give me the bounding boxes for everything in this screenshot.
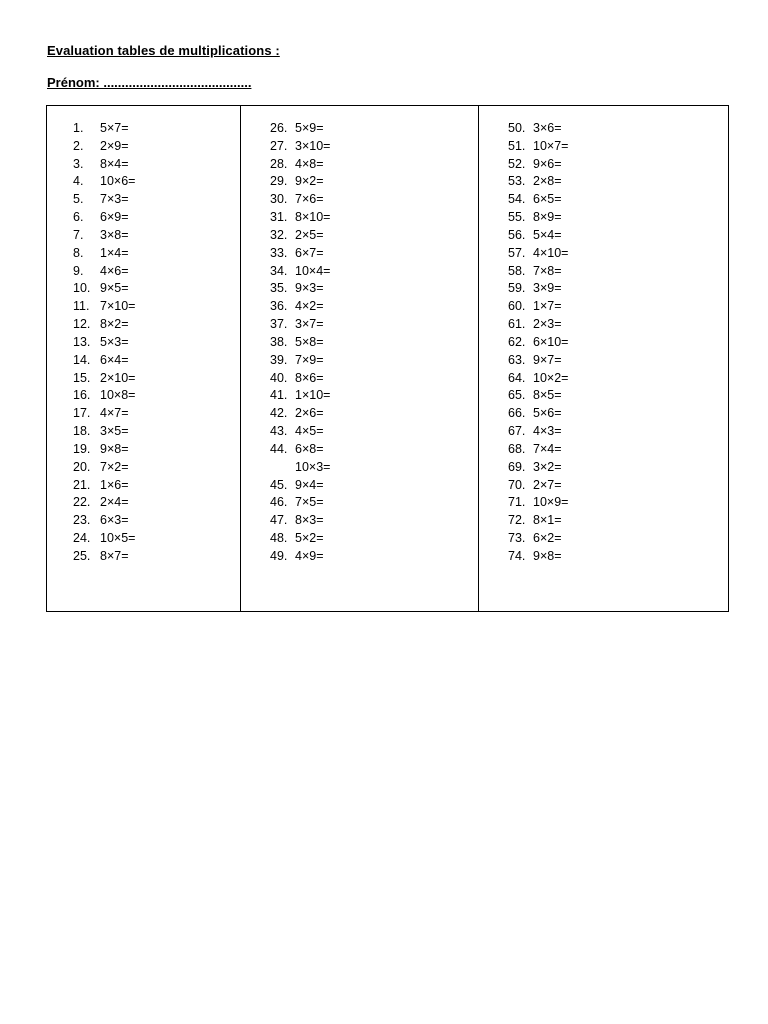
exercise-expression: 3×2= <box>533 459 562 474</box>
exercise-item <box>508 209 568 227</box>
exercise-item <box>270 138 330 156</box>
exercise-item <box>508 263 568 281</box>
exercise-item <box>270 548 330 566</box>
exercise-number: 43. <box>270 424 288 439</box>
exercise-number: 20. <box>73 459 91 474</box>
exercise-number: 71. <box>508 495 526 510</box>
exercise-column-2 <box>270 120 330 566</box>
exercise-item <box>270 352 330 370</box>
exercise-item <box>73 548 135 566</box>
exercise-expression: 4×7= <box>100 406 129 421</box>
exercise-expression: 8×7= <box>100 548 129 563</box>
exercise-number: 62. <box>508 334 526 349</box>
exercise-expression: 6×7= <box>295 245 324 260</box>
exercise-item <box>73 441 135 459</box>
exercise-expression: 7×9= <box>295 352 324 367</box>
column-divider <box>240 106 241 611</box>
exercise-number: 2. <box>73 138 84 153</box>
exercise-number: 66. <box>508 406 526 421</box>
exercise-expression: 10×9= <box>533 495 569 510</box>
exercise-expression: 8×1= <box>533 513 562 528</box>
exercise-expression: 7×5= <box>295 495 324 510</box>
exercise-item <box>73 316 135 334</box>
exercise-number: 37. <box>270 317 288 332</box>
exercise-item <box>73 156 135 174</box>
exercise-item <box>508 316 568 334</box>
exercise-item <box>508 191 568 209</box>
page-title: Evaluation tables de multiplications : <box>47 43 280 58</box>
exercise-expression: 4×9= <box>295 548 324 563</box>
exercise-number: 47. <box>270 513 288 528</box>
exercise-item <box>508 334 568 352</box>
exercise-expression: 9×6= <box>533 156 562 171</box>
exercise-number: 12. <box>73 317 91 332</box>
exercise-number: 42. <box>270 406 288 421</box>
exercise-item <box>73 387 135 405</box>
exercise-item <box>73 298 135 316</box>
exercise-expression: 2×3= <box>533 317 562 332</box>
exercise-item <box>270 209 330 227</box>
exercise-item <box>270 530 330 548</box>
exercise-expression: 6×9= <box>100 210 129 225</box>
exercise-expression: 10×5= <box>100 531 136 546</box>
exercise-number: 1. <box>73 121 84 135</box>
exercise-expression: 4×5= <box>295 424 324 439</box>
exercise-expression: 5×3= <box>100 334 129 349</box>
exercise-item <box>508 441 568 459</box>
exercise-expression: 4×6= <box>100 263 129 278</box>
exercise-expression: 2×9= <box>100 138 129 153</box>
name-field-label: Prénom: ......................................... <box>47 75 252 90</box>
exercise-expression: 7×3= <box>100 192 129 207</box>
exercise-item <box>73 173 135 191</box>
exercise-expression: 7×4= <box>533 441 562 456</box>
exercise-item <box>73 494 135 512</box>
exercise-number: 14. <box>73 352 91 367</box>
exercise-number: 67. <box>508 424 526 439</box>
exercise-expression: 10×8= <box>100 388 136 403</box>
exercise-expression: 9×2= <box>295 174 324 189</box>
exercise-number: 56. <box>508 227 526 242</box>
exercise-number: 36. <box>270 299 288 314</box>
exercise-expression: 10×6= <box>100 174 136 189</box>
exercise-number: 7. <box>73 227 84 242</box>
exercise-column-3 <box>508 120 568 566</box>
exercise-number: 41. <box>270 388 288 403</box>
exercise-expression: 5×4= <box>533 227 562 242</box>
exercise-number: 63. <box>508 352 526 367</box>
exercise-number: 26. <box>270 121 288 135</box>
exercise-expression: 9×5= <box>100 281 129 296</box>
exercise-item <box>73 245 135 263</box>
exercise-number: 19. <box>73 441 91 456</box>
exercise-expression: 10×4= <box>295 263 331 278</box>
exercise-item <box>270 120 330 138</box>
exercise-number <box>270 459 295 477</box>
exercise-item <box>73 530 135 548</box>
exercise-number: 59. <box>508 281 526 296</box>
exercise-expression: 8×2= <box>100 317 129 332</box>
exercise-item <box>270 423 330 441</box>
exercise-item <box>508 156 568 174</box>
exercise-expression: 7×10= <box>100 299 136 314</box>
exercise-expression: 3×7= <box>295 317 324 332</box>
exercise-expression: 10×7= <box>533 138 569 153</box>
exercise-number: 22. <box>73 495 91 510</box>
exercise-item <box>73 405 135 423</box>
exercise-item <box>270 370 330 388</box>
exercise-item <box>73 280 135 298</box>
exercise-number: 23. <box>73 513 91 528</box>
exercise-number: 21. <box>73 477 91 492</box>
exercise-expression: 3×10= <box>295 138 331 153</box>
exercise-expression: 6×8= <box>295 441 324 456</box>
exercise-number: 13. <box>73 334 91 349</box>
exercise-number: 44. <box>270 441 288 456</box>
exercise-number: 4. <box>73 174 84 189</box>
exercise-expression: 1×10= <box>295 388 331 403</box>
exercise-item <box>73 138 135 156</box>
exercise-number: 33. <box>270 245 288 260</box>
exercise-expression: 8×6= <box>295 370 324 385</box>
exercise-item <box>508 120 568 138</box>
exercise-number: 16. <box>73 388 91 403</box>
exercise-number: 68. <box>508 441 526 456</box>
exercise-item <box>270 173 330 191</box>
exercise-item <box>508 405 568 423</box>
exercise-item <box>73 209 135 227</box>
exercise-item <box>508 298 568 316</box>
exercise-expression: 6×3= <box>100 513 129 528</box>
exercise-item <box>270 512 330 530</box>
exercise-number: 74. <box>508 548 526 563</box>
exercise-item <box>270 334 330 352</box>
exercise-item <box>270 441 330 459</box>
exercise-item <box>508 512 568 530</box>
exercise-item <box>270 405 330 423</box>
exercise-number: 40. <box>270 370 288 385</box>
exercise-column-1 <box>73 120 135 566</box>
exercise-item <box>270 280 330 298</box>
exercise-expression: 9×8= <box>533 548 562 563</box>
exercise-item <box>73 227 135 245</box>
exercise-expression: 7×8= <box>533 263 562 278</box>
exercise-item <box>270 477 330 495</box>
exercise-expression: 9×4= <box>295 477 324 492</box>
exercise-item <box>270 459 330 477</box>
exercise-number: 29. <box>270 174 288 189</box>
exercise-item <box>270 298 330 316</box>
exercise-expression: 9×7= <box>533 352 562 367</box>
exercise-item <box>508 423 568 441</box>
exercise-number: 9. <box>73 263 84 278</box>
exercise-expression: 2×8= <box>533 174 562 189</box>
exercise-expression: 5×6= <box>533 406 562 421</box>
exercise-item <box>73 334 135 352</box>
exercise-item <box>270 227 330 245</box>
exercise-number: 46. <box>270 495 288 510</box>
exercise-number: 6. <box>73 210 84 225</box>
exercise-expression: 6×2= <box>533 531 562 546</box>
exercise-number: 61. <box>508 317 526 332</box>
exercise-item <box>270 387 330 405</box>
exercise-item <box>508 245 568 263</box>
exercise-number: 55. <box>508 210 526 225</box>
exercise-item <box>508 138 568 156</box>
exercise-expression: 2×7= <box>533 477 562 492</box>
exercise-number: 18. <box>73 424 91 439</box>
exercise-number: 51. <box>508 138 526 153</box>
exercise-item <box>270 156 330 174</box>
exercise-expression: 5×9= <box>295 121 324 135</box>
exercise-item <box>508 459 568 477</box>
exercise-expression: 1×7= <box>533 299 562 314</box>
exercise-item <box>508 352 568 370</box>
exercise-number: 53. <box>508 174 526 189</box>
exercise-item <box>508 477 568 495</box>
exercise-item <box>508 548 568 566</box>
exercise-expression: 4×10= <box>533 245 569 260</box>
exercise-number: 60. <box>508 299 526 314</box>
exercise-expression: 2×6= <box>295 406 324 421</box>
exercise-item <box>508 280 568 298</box>
column-divider <box>478 106 479 611</box>
exercise-number: 24. <box>73 531 91 546</box>
exercise-item <box>73 477 135 495</box>
exercise-expression: 5×2= <box>295 531 324 546</box>
exercise-expression: 5×8= <box>295 334 324 349</box>
exercise-expression: 9×3= <box>295 281 324 296</box>
exercise-expression: 5×7= <box>100 121 129 135</box>
exercise-number: 28. <box>270 156 288 171</box>
exercise-table <box>46 105 729 612</box>
exercise-number: 31. <box>270 210 288 225</box>
exercise-expression: 7×2= <box>100 459 129 474</box>
exercise-number: 3. <box>73 156 84 171</box>
exercise-number: 58. <box>508 263 526 278</box>
exercise-number: 45. <box>270 477 288 492</box>
exercise-expression: 4×2= <box>295 299 324 314</box>
exercise-item <box>508 173 568 191</box>
exercise-expression: 8×3= <box>295 513 324 528</box>
exercise-number: 35. <box>270 281 288 296</box>
exercise-expression: 2×10= <box>100 370 136 385</box>
exercise-number: 32. <box>270 227 288 242</box>
exercise-item <box>73 512 135 530</box>
exercise-number: 52. <box>508 156 526 171</box>
exercise-item <box>508 227 568 245</box>
exercise-number: 49. <box>270 548 288 563</box>
exercise-number: 72. <box>508 513 526 528</box>
exercise-item <box>508 370 568 388</box>
exercise-item <box>270 316 330 334</box>
exercise-item <box>73 352 135 370</box>
exercise-item <box>73 263 135 281</box>
exercise-item <box>270 245 330 263</box>
exercise-number: 15. <box>73 370 91 385</box>
exercise-expression: 6×5= <box>533 192 562 207</box>
exercise-number: 70. <box>508 477 526 492</box>
exercise-number: 11. <box>73 299 90 314</box>
exercise-number: 69. <box>508 459 526 474</box>
exercise-number: 64. <box>508 370 526 385</box>
exercise-expression: 3×8= <box>100 227 129 242</box>
exercise-expression: 10×3= <box>295 459 331 474</box>
exercise-expression: 1×4= <box>100 245 129 260</box>
exercise-item <box>508 387 568 405</box>
exercise-number: 34. <box>270 263 288 278</box>
exercise-item <box>73 370 135 388</box>
exercise-expression: 1×6= <box>100 477 129 492</box>
exercise-number: 10. <box>73 281 91 296</box>
exercise-expression: 3×9= <box>533 281 562 296</box>
exercise-expression: 4×3= <box>533 424 562 439</box>
exercise-expression: 8×10= <box>295 210 331 225</box>
exercise-number: 8. <box>73 245 84 260</box>
exercise-expression: 2×5= <box>295 227 324 242</box>
exercise-expression: 3×6= <box>533 121 562 135</box>
exercise-item <box>73 459 135 477</box>
exercise-expression: 3×5= <box>100 424 129 439</box>
exercise-item <box>73 191 135 209</box>
exercise-item <box>270 263 330 281</box>
exercise-number: 50. <box>508 121 526 135</box>
exercise-expression: 6×10= <box>533 334 569 349</box>
exercise-expression: 4×8= <box>295 156 324 171</box>
exercise-expression: 2×4= <box>100 495 129 510</box>
exercise-number: 57. <box>508 245 526 260</box>
exercise-number: 54. <box>508 192 526 207</box>
exercise-item <box>508 494 568 512</box>
exercise-number: 25. <box>73 548 91 563</box>
exercise-number: 27. <box>270 138 288 153</box>
exercise-number: 38. <box>270 334 288 349</box>
exercise-item <box>270 191 330 209</box>
exercise-expression: 8×4= <box>100 156 129 171</box>
exercise-number: 30. <box>270 192 288 207</box>
exercise-item <box>270 494 330 512</box>
exercise-number: 39. <box>270 352 288 367</box>
exercise-expression: 8×9= <box>533 210 562 225</box>
exercise-expression: 6×4= <box>100 352 129 367</box>
exercise-item <box>508 530 568 548</box>
exercise-number: 17. <box>73 406 91 421</box>
exercise-expression: 9×8= <box>100 441 129 456</box>
exercise-item <box>73 120 135 138</box>
exercise-item <box>73 423 135 441</box>
exercise-number: 48. <box>270 531 288 546</box>
exercise-expression: 10×2= <box>533 370 569 385</box>
exercise-number: 73. <box>508 531 526 546</box>
exercise-number: 65. <box>508 388 526 403</box>
exercise-number: 5. <box>73 192 84 207</box>
exercise-expression: 8×5= <box>533 388 562 403</box>
exercise-expression: 7×6= <box>295 192 324 207</box>
